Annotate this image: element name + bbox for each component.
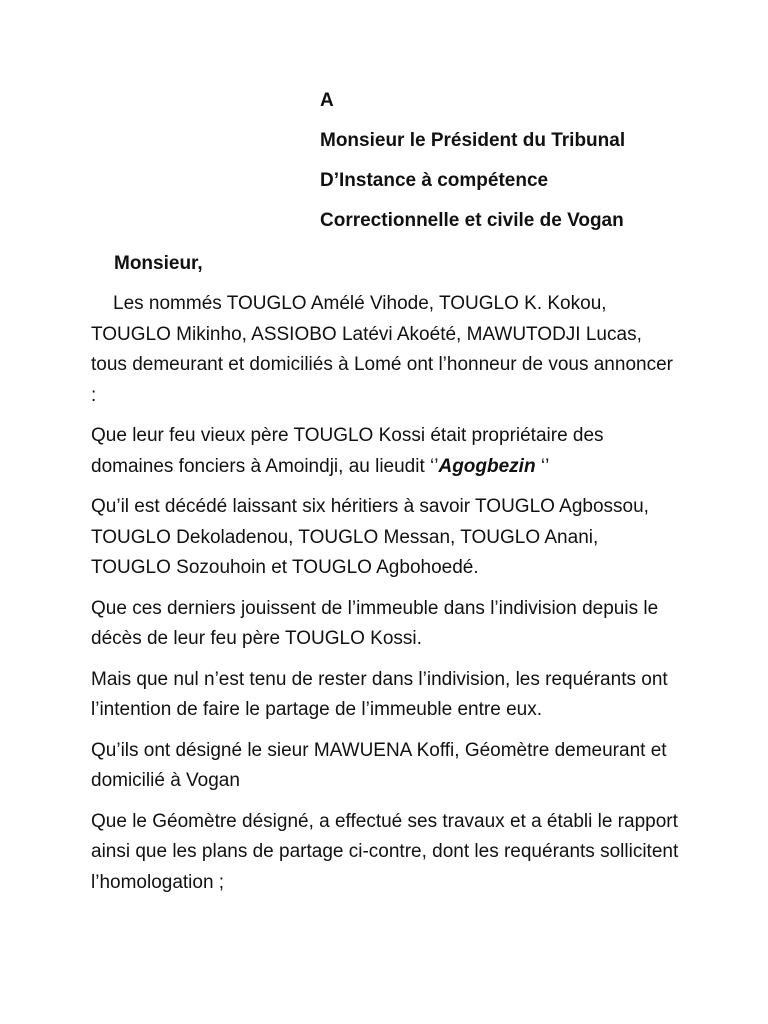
letter-body — [91, 289, 681, 908]
address-line-2: Monsieur le Président du Tribunal — [320, 130, 626, 151]
address-line-1: A — [320, 90, 334, 111]
paragraph-2-text: Que leur feu vieux père TOUGLO Kossi était propriétaire des domaines fonciers à Amoindji, au lieudit ‘’ — [91, 425, 604, 477]
place-name: Agogbezin — [438, 455, 536, 477]
address-line-3: D’Instance à compétence — [320, 170, 549, 191]
address-line-4: Correctionnelle et civile de Vogan — [320, 210, 624, 231]
recipient-address-block — [320, 88, 625, 248]
paragraph-2-closing-quote: ‘’ — [535, 455, 550, 477]
paragraph-2 — [91, 421, 681, 482]
paragraph-4: Que ces derniers jouissent de l’immeuble dans l’indivision depuis le décès de leur feu père TOUGLO Kossi. — [91, 597, 659, 649]
salutation: Monsieur, — [114, 253, 203, 274]
paragraph-5: Mais que nul n’est tenu de rester dans l’indivision, les requérants ont l’intention de faire le partage de l’immeuble entre eux. — [91, 668, 668, 720]
paragraph-1: Les nommés TOUGLO Amélé Vihode, TOUGLO K. Kokou, TOUGLO Mikinho, ASSIOBO Latévi Akoété, MAWUTODJI Lucas, tous demeurant et domiciliés à Lomé ont l’honneur de vous annoncer : — [91, 293, 673, 406]
paragraph-7: Que le Géomètre désigné, a effectué ses travaux et a établi le rapport ainsi que les plans de partage ci-contre, dont les requérants sollicitent l’homologation ; — [91, 810, 679, 893]
paragraph-6: Qu’ils ont désigné le sieur MAWUENA Koffi, Géomètre demeurant et domicilié à Vogan — [91, 739, 667, 791]
paragraph-3: Qu’il est décédé laissant six héritiers à savoir TOUGLO Agbossou, TOUGLO Dekoladenou, TOUGLO Messan, TOUGLO Anani, TOUGLO Sozouhoin et TOUGLO Agbohoedé. — [91, 496, 649, 578]
